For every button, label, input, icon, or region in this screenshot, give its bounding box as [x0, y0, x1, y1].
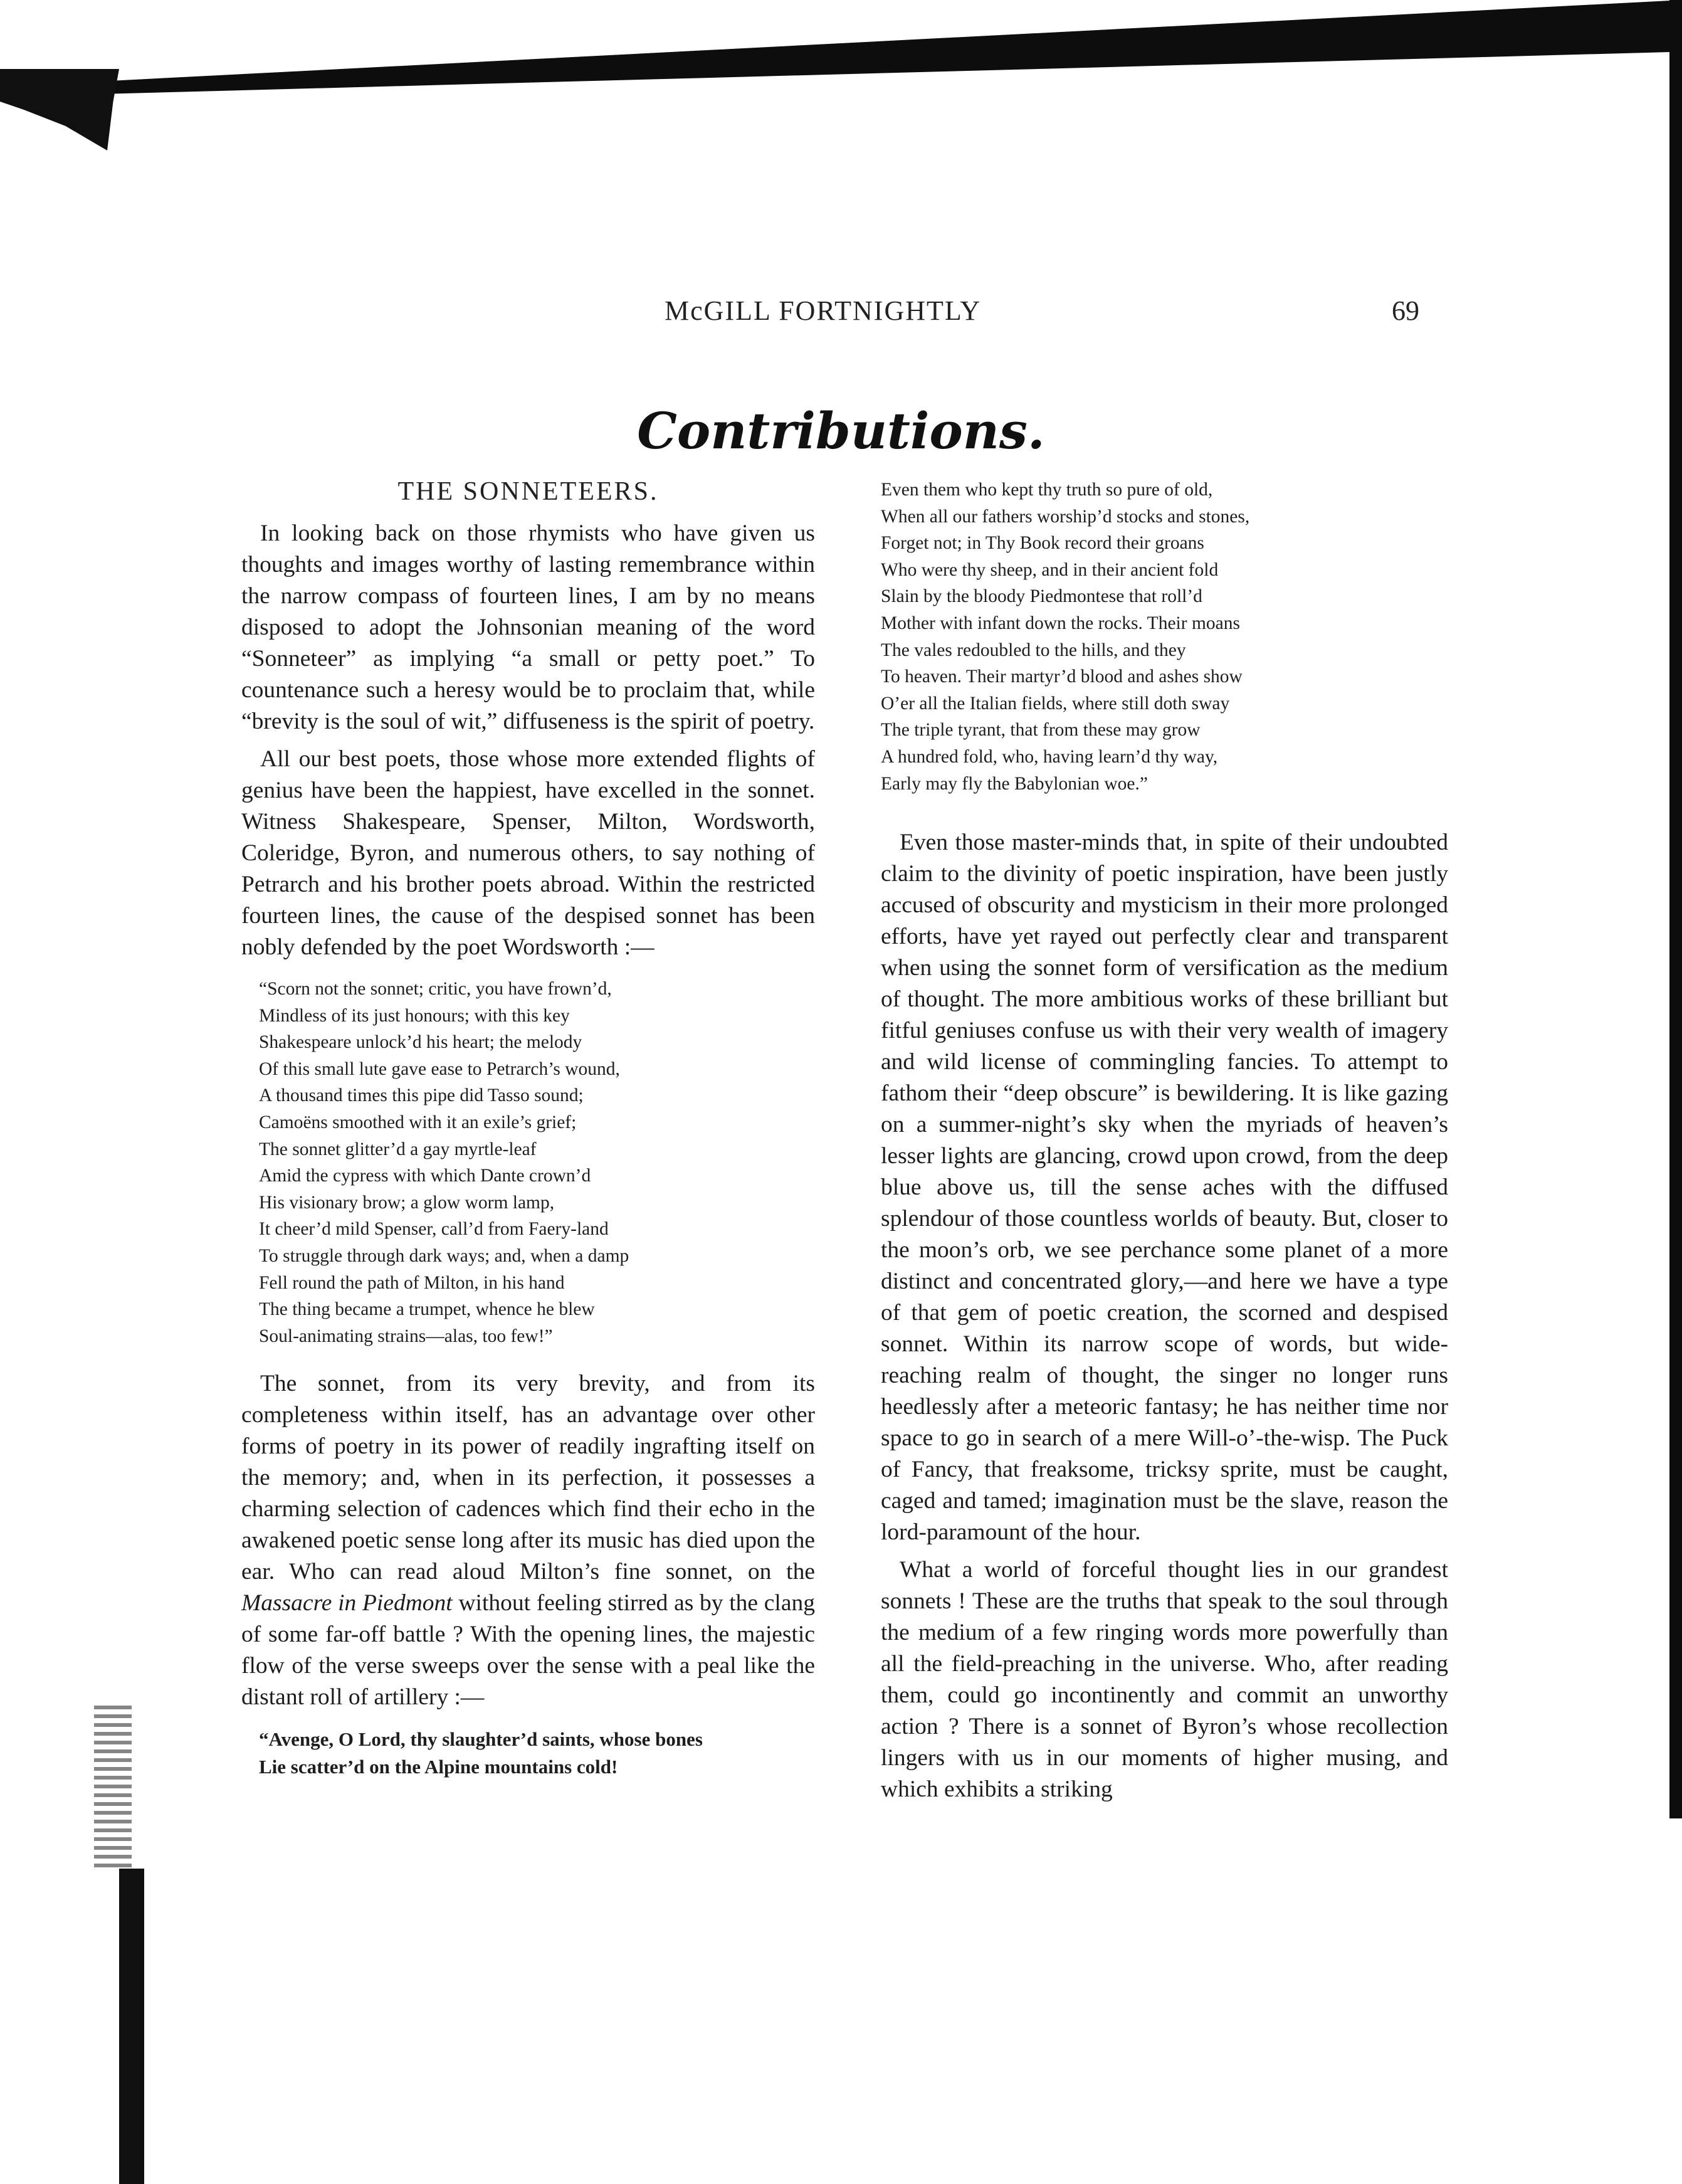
paragraph: What a world of forceful thought lies in our grandest sonnets ! These are the truths that speak to the soul through the medium of a few ringing words more powerfully than all the field-preaching in the universe. Who, after reading them, could go incontinently and commit an unworthy action ? There is a sonnet of Byron’s whose recollection lingers with us in our moments of higher musing, and which exhibits a striking: [881, 1557, 1448, 1803]
poem-line: Mother with infant down the rocks. Their moans: [881, 613, 1240, 633]
paragraph: In looking back on those rhymists who have given us thoughts and images worthy of lasting remembrance within the narrow compass of fourteen lines, I am by no means disposed to adopt the Johnsonian meaning of the word “Sonneteer” as implying “a small or petty poet.” To countenance such a heresy would be to proclaim that, while “brevity is the soul of wit,” diffuseness is the spirit of poetry.: [241, 520, 815, 734]
poem-line: Shakespeare unlock’d his heart; the melody: [259, 1032, 582, 1053]
poem-line: Of this small lute gave ease to Petrarch’s wound,: [259, 1058, 620, 1079]
text-run: without feeling stirred as by the clang of some far-off battle ? With the opening lines, the majestic flow of the verse sweeps over the sense with a peal like the distant roll of artillery :—: [241, 1590, 815, 1711]
poem-line: Mindless of its just honours; with this key: [259, 1005, 570, 1026]
poem-line: The thing became a trumpet, whence he blew: [259, 1299, 595, 1320]
poem-line: The triple tyrant, that from these may grow: [881, 720, 1201, 741]
running-header: McGILL FORTNIGHTLY: [665, 295, 982, 326]
scan-edge-right: [1669, 0, 1682, 1818]
poem-line: The vales redoubled to the hills, and they: [881, 640, 1186, 660]
right-column: [881, 477, 1448, 1812]
wordsworth-sonnet: [259, 976, 815, 1349]
scan-edge-corner: [0, 69, 119, 150]
poem-line: Lie scatter’d on the Alpine mountains cold!: [259, 1756, 618, 1778]
milton-sonnet-continuation: [881, 477, 1448, 797]
milton-sonnet-opening: [259, 1726, 815, 1781]
poem-line: Camoëns smoothed with it an exile’s grief;: [259, 1112, 577, 1132]
scan-edge-left-bottom: [119, 1869, 144, 2184]
poem-line: Even them who kept thy truth so pure of old,: [881, 480, 1213, 500]
poem-line: Soul-animating strains—alas, too few!”: [259, 1326, 553, 1346]
scan-speckle: [94, 1706, 132, 1869]
poem-line: His visionary brow; a glow worm lamp,: [259, 1192, 555, 1213]
paragraph-brevity: [241, 1368, 815, 1713]
poem-line: O’er all the Italian fields, where still doth sway: [881, 693, 1230, 714]
poem-line: Who were thy sheep, and in their ancient fold: [881, 559, 1219, 580]
poem-line: It cheer’d mild Spenser, call’d from Faery-land: [259, 1219, 609, 1240]
paragraph: Even those master-minds that, in spite of their undoubted claim to the divinity of poetic inspiration, have been justly accused of obscurity and mysticism in their more prolonged efforts, have yet rayed out perfectly clear and transparent when using the sonnet form of versification as the medium of thought. The more ambitious works of these brilliant but fitful geniuses confuse us with their very wealth of imagery and wild license of commingling fancies. To attempt to fathom their “deep obscure” is bewildering. It is like gazing on a summer-night’s sky when the myriads of heaven’s lesser lights are glancing, crowd upon crowd, from the deep blue above us, till the sense aches with the diffused splendour of those countless worlds of beauty. But, closer to the moon’s orb, we see perchance some planet of a more distinct and concentrated glory,—and here we have a type of that gem of poetic creation, the scorned and despised sonnet. Within its narrow scope of words, but wide-reaching realm of thought, the singer no longer runs heedlessly after a meteoric fantasy; he has neither time nor space to go in search of a mere Will-o’-the-wisp. The Puck of Fancy, that freaksome, tricksy sprite, must be caught, caged and tamed; imagination must be the slave, reason the lord-paramount of the hour.: [881, 830, 1448, 1546]
paragraph: All our best poets, those whose more extended flights of genius have been the happiest, have excelled in the sonnet. Witness Shakespeare, Spenser, Milton, Wordsworth, Coleridge, Byron, and numerous others, to say nothing of Petrarch and his brother poets abroad. Within the restricted fourteen lines, the cause of the despised sonnet has been nobly defended by the poet Wordsworth :—: [241, 746, 815, 960]
article-title: THE SONNETEERS.: [397, 477, 659, 506]
poem-line: Forget not; in Thy Book record their groans: [881, 533, 1204, 554]
poem-line: “Avenge, O Lord, thy slaughter’d saints, whose bones: [259, 1728, 703, 1751]
poem-line: A hundred fold, who, having learn’d thy way,: [881, 746, 1218, 767]
poem-line: When all our fathers worship’d stocks and stones,: [881, 506, 1250, 527]
scan-edge-top: [0, 0, 1682, 94]
poem-line: A thousand times this pipe did Tasso sound;: [259, 1085, 584, 1106]
poem-line: The sonnet glitter’d a gay myrtle-leaf: [259, 1139, 537, 1159]
left-column: [241, 477, 815, 1800]
poem-line: “Scorn not the sonnet; critic, you have frown’d,: [259, 979, 612, 999]
text-run: The sonnet, from its very brevity, and from its completeness within itself, has an advantage over other forms of poetry in its power of readily ingrafting itself on the memory; and, when in its perfection, it possesses a charming selection of cadences which find their echo in the awakened poetic sense long after its music has died upon the ear. Who can read aloud Milton’s fine sonnet, on the: [241, 1371, 815, 1585]
poem-line: To struggle through dark ways; and, when a damp: [259, 1245, 629, 1266]
poem-line: Amid the cypress with which Dante crown’d: [259, 1166, 591, 1186]
poem-line: To heaven. Their martyr’d blood and ashes show: [881, 667, 1243, 687]
poem-line: Fell round the path of Milton, in his hand: [259, 1272, 565, 1293]
section-title: Contributions.: [637, 401, 1045, 460]
page-number: 69: [1392, 295, 1419, 326]
poem-line: Early may fly the Babylonian woe.”: [881, 773, 1148, 794]
poem-line: Slain by the bloody Piedmontese that roll’d: [881, 586, 1202, 607]
italic-title: Massacre in Piedmont: [241, 1590, 453, 1617]
